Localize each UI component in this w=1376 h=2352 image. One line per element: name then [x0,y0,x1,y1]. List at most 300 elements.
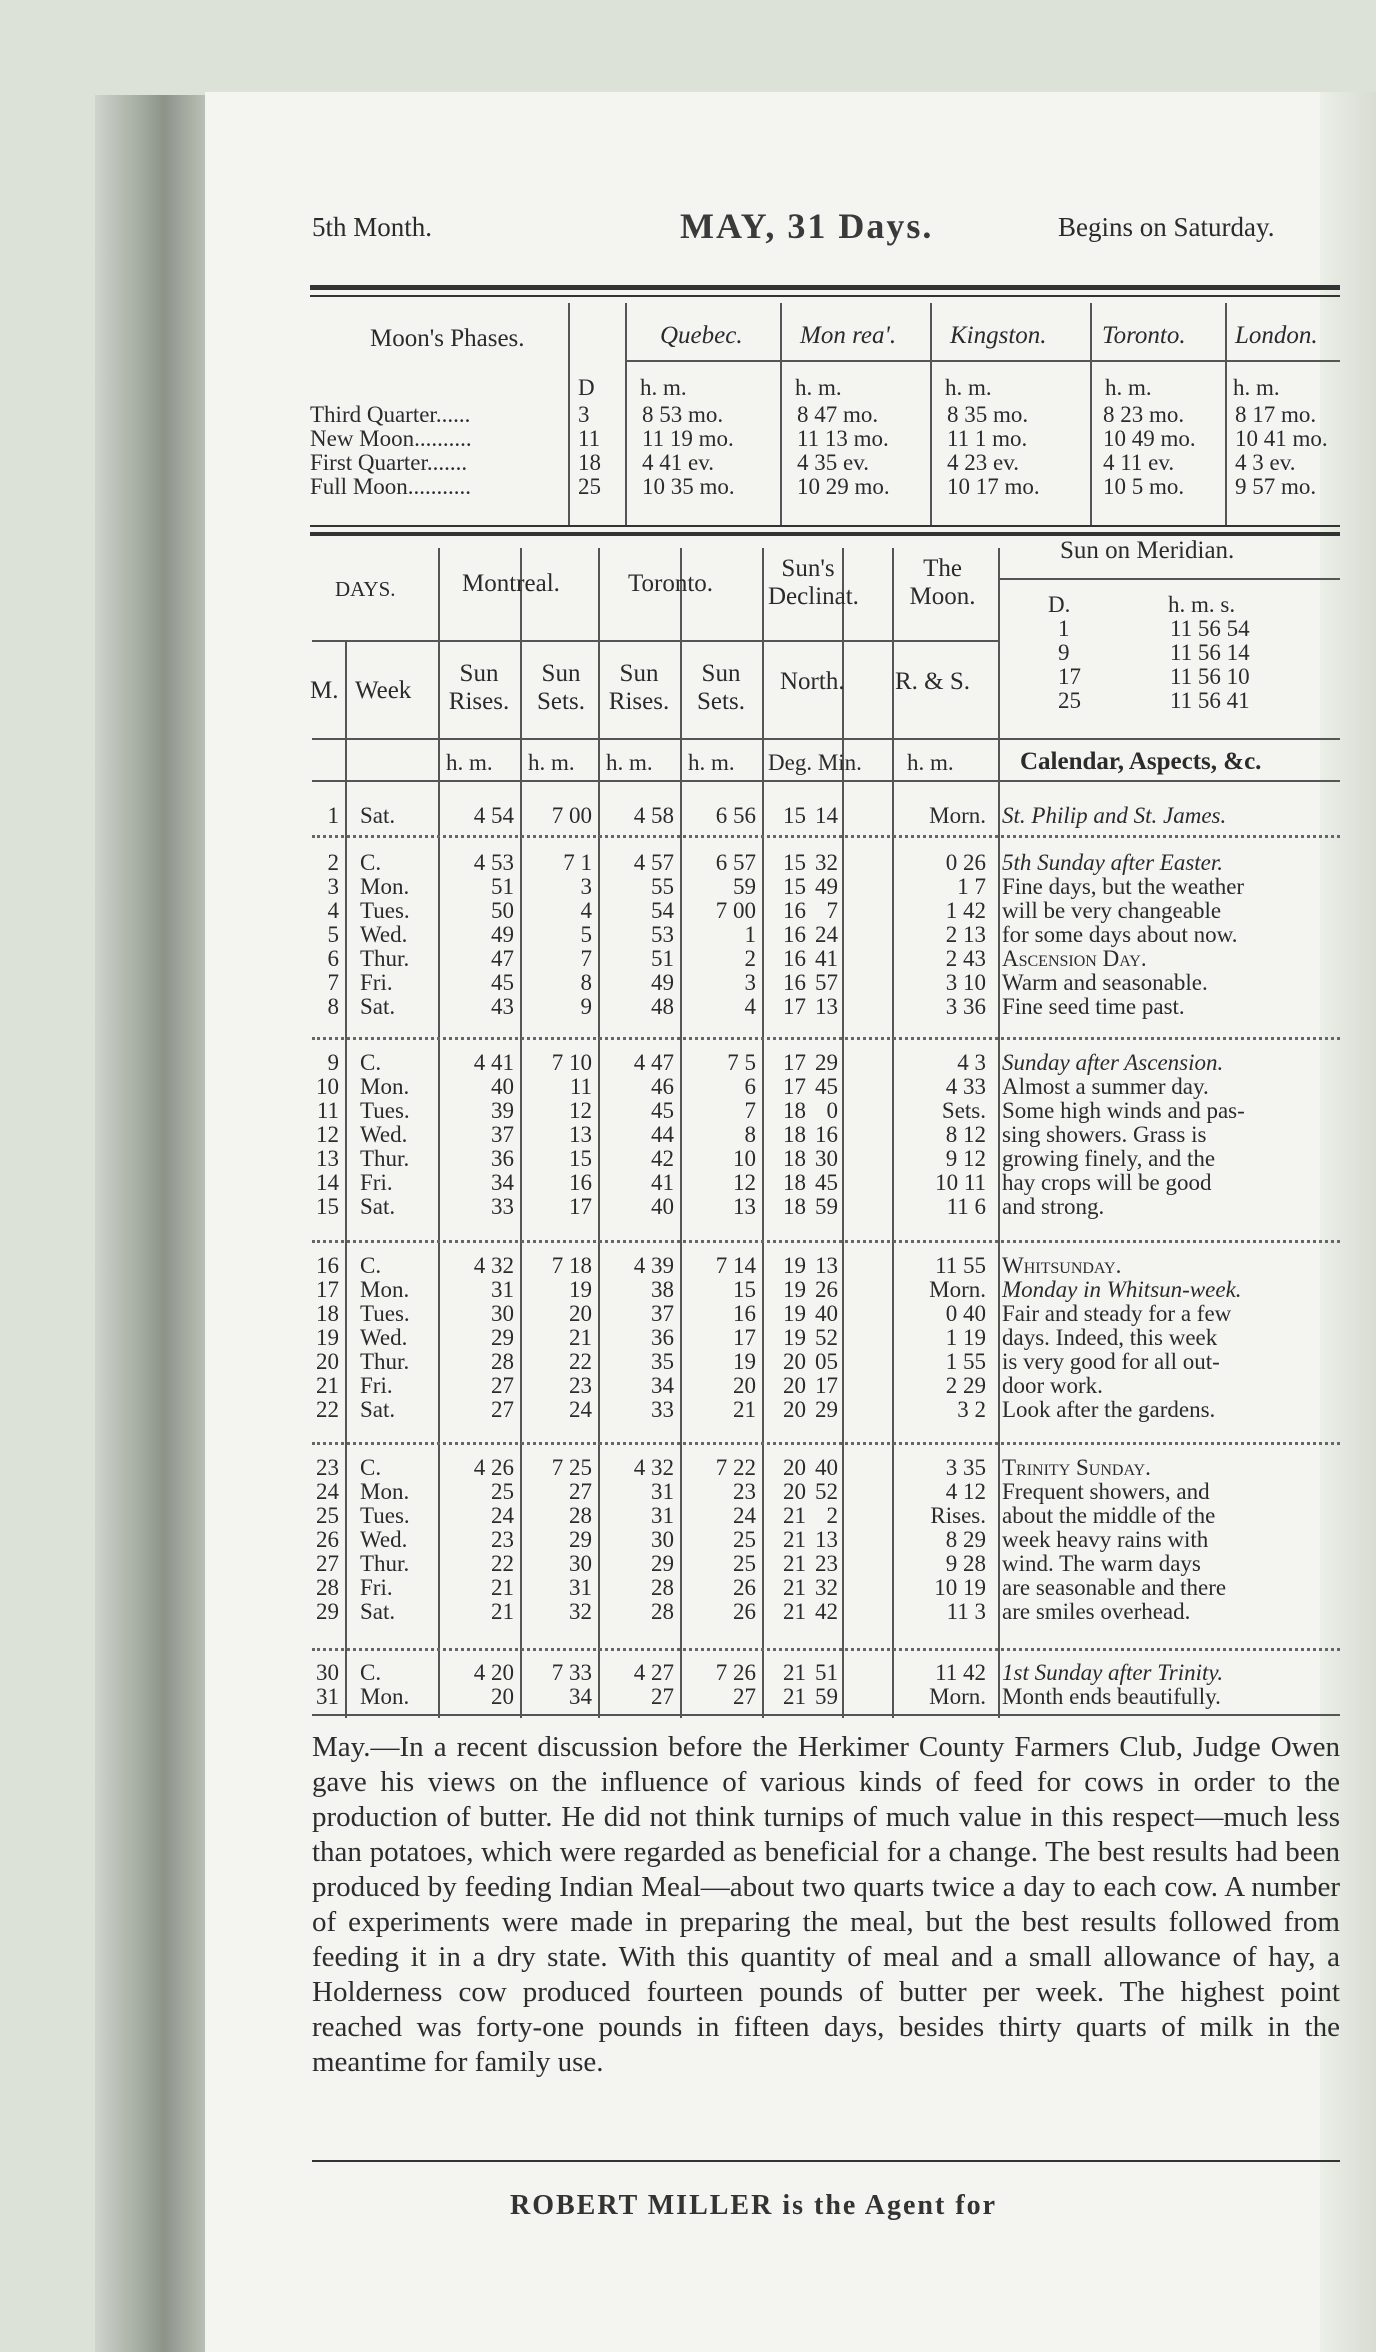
decl-min: 52 [815,1325,838,1350]
table-col-divider [598,548,600,1718]
montreal-rise: 50 [491,898,514,923]
montreal-set: 27 [569,1479,592,1504]
montreal-rise: 29 [491,1325,514,1350]
weekday: Tues. [360,1301,410,1326]
meridian-day: 1 [1058,616,1070,641]
decl-deg: 17 [783,1050,806,1075]
toronto-set: 4 [744,994,756,1019]
moon-phases-head: Moon's Phases. [370,325,525,352]
montreal-rise: 22 [491,1551,514,1576]
hm-unit: h. m. [446,750,493,775]
day-of-month: 20 [316,1349,339,1374]
montreal-set: 29 [569,1527,592,1552]
moon-col-divider [780,303,782,525]
weekday: Thur. [360,1349,410,1374]
toronto-set: 7 22 [715,1455,756,1480]
moon-rise-set: 1 7 [957,874,986,899]
calendar-note: wind. The warm days [1002,1551,1201,1576]
decl-deg: 15 [783,850,806,875]
decl-min: 32 [815,850,838,875]
month-number: 5th Month. [312,212,433,242]
moon-rise-set: 11 6 [946,1194,986,1219]
montreal-rise: 40 [491,1074,514,1099]
decl-min: 49 [815,874,838,899]
toronto-set: 10 [733,1146,756,1171]
moon-table-bottom-rule [310,525,1340,527]
day-of-month: 12 [316,1122,339,1147]
meridian-time: 11 56 54 [1170,616,1250,641]
toronto-rise: 4 58 [633,803,674,828]
montreal-rise: 31 [491,1277,514,1302]
week-separator [312,835,1340,838]
montreal-rise: 39 [491,1098,514,1123]
moon-rise-set: 3 10 [945,970,986,995]
decl-deg: 15 [783,803,806,828]
calendar-note: is very good for all out- [1002,1349,1220,1374]
day-of-month: 8 [327,994,339,1019]
decl-min: 13 [815,994,838,1019]
moon-rise-set: 2 13 [945,922,986,947]
montreal-set: 34 [569,1684,592,1709]
calendar-note: St. Philip and St. James. [1002,803,1227,828]
hm-unit: h. m. [606,750,653,775]
toronto-rise: 27 [651,1684,674,1709]
weekday: Sat. [360,1599,396,1624]
montreal-rise: 49 [491,922,514,947]
toronto-set: 26 [733,1575,756,1600]
toronto-rise: 37 [651,1301,674,1326]
day-of-month: 31 [316,1684,339,1709]
moon-hm-unit: h. m. [907,750,954,775]
weekday: C. [360,1253,382,1278]
montreal-rise: 21 [491,1599,514,1624]
moon-col-divider [1090,303,1092,525]
weekday: Thur. [360,946,410,971]
toronto-rise: 31 [651,1479,674,1504]
calendar-note: Whitsunday. [1002,1253,1122,1278]
montreal-rise: 20 [491,1684,514,1709]
day-of-month: 13 [316,1146,339,1171]
decl-min: 7 [826,898,838,923]
moon-phase-name: Third Quarter...... [310,402,471,427]
day-of-month: 23 [316,1455,339,1480]
toronto-head: Toronto. [628,570,714,597]
decl-deg: 19 [783,1325,806,1350]
calendar-note: about the middle of the [1002,1503,1216,1528]
week-separator [312,1648,1340,1651]
day-of-month: 5 [327,922,339,947]
montreal-set: 7 1 [563,850,592,875]
calendar-head: Calendar, Aspects, &c. [1020,748,1262,775]
decl-deg: 16 [783,970,806,995]
toronto-set: 13 [733,1194,756,1219]
decl-min: 57 [815,970,838,995]
moon-col-divider [568,303,570,525]
moon-col-divider [1225,303,1227,525]
decl-min: 52 [815,1479,838,1504]
moon-rise-set: 3 2 [957,1397,986,1422]
hm-unit: h. m. [528,750,575,775]
decl-deg: 18 [783,1146,806,1171]
moon-rise-set: Rises. [930,1503,986,1528]
moon-phase-name: Full Moon........... [310,474,472,499]
decl-min: 41 [815,946,838,971]
toronto-rise: 4 47 [633,1050,674,1075]
montreal-rise: 45 [491,970,514,995]
toronto-set: 7 26 [715,1660,756,1685]
calendar-note: are seasonable and there [1002,1575,1227,1600]
day-of-month: 29 [316,1599,339,1624]
calendar-note: hay crops will be good [1002,1170,1212,1195]
weekday: Wed. [360,1527,408,1552]
decl-deg: 20 [783,1455,806,1480]
weekday: Mon. [360,1277,410,1302]
decl-deg: 16 [783,922,806,947]
day-of-month: 16 [316,1253,339,1278]
hm-unit: h. m. [688,750,735,775]
toronto-rise: 35 [651,1349,674,1374]
montreal-set: 23 [569,1373,592,1398]
day-of-month: 25 [316,1503,339,1528]
day-of-month: 4 [327,898,339,923]
decl-deg: 20 [783,1397,806,1422]
decl-min: 17 [815,1373,838,1398]
moon-rise-set: 11 55 [935,1253,986,1278]
toronto-rise: 31 [651,1503,674,1528]
day-of-month: 30 [316,1660,339,1685]
montreal-rise: 34 [491,1170,514,1195]
montreal-set: 17 [569,1194,592,1219]
weekday: Mon. [360,1479,410,1504]
calendar-note: Sunday after Ascension. [1002,1050,1224,1075]
decl-min: 59 [815,1194,838,1219]
moon-phase-day: 25 [578,474,601,499]
meridian-hms-head: h. m. s. [1168,592,1236,617]
meridian-time: 11 56 10 [1170,664,1250,689]
montreal-rise: 4 20 [473,1660,514,1685]
the-moon-head: The Moon. [909,555,976,610]
moon-head-rule [625,360,1340,362]
book-spine [95,95,210,2352]
unit-label: h. m. [640,375,687,400]
toronto-rise: 45 [651,1098,674,1123]
montreal-set: 31 [569,1575,592,1600]
toronto-set: 59 [733,874,756,899]
decl-deg: 16 [783,946,806,971]
montreal-rise: 33 [491,1194,514,1219]
weekday: Tues. [360,898,410,923]
montreal-set: 7 [580,946,592,971]
weekday: Fri. [360,1170,393,1195]
toronto-set: 23 [733,1479,756,1504]
calendar-note: Frequent showers, and [1002,1479,1210,1504]
toronto-set: 12 [733,1170,756,1195]
montreal-set: 8 [580,970,592,995]
montreal-set: 24 [569,1397,592,1422]
montreal-rise: 30 [491,1301,514,1326]
day-of-month: 22 [316,1397,339,1422]
city-head: Quebec. [660,322,743,349]
calendar-note: Warm and seasonable. [1002,970,1208,995]
week-separator [312,1442,1340,1445]
toronto-rise: 28 [651,1599,674,1624]
day-of-month: 26 [316,1527,339,1552]
toronto-set: 8 [744,1122,756,1147]
montreal-rise: 23 [491,1527,514,1552]
city-head: London. [1235,322,1318,349]
week-separator [312,1240,1340,1243]
calendar-note: Ascension Day. [1002,946,1147,971]
weekday: Sat. [360,1397,396,1422]
meridian-day: 25 [1058,688,1081,713]
montreal-set: 3 [580,874,592,899]
calendar-note: growing finely, and the [1002,1146,1216,1171]
day-of-month: 14 [316,1170,339,1195]
meridian-rule [998,578,1340,580]
decl-deg: 21 [783,1575,806,1600]
moon-time-quebec: 11 19 mo. [642,426,734,451]
weekday: Thur. [360,1551,410,1576]
decl-deg: 16 [783,898,806,923]
decl-min: 30 [815,1146,838,1171]
moon-time-toronto: 10 49 mo. [1103,426,1196,451]
montreal-set: 22 [569,1349,592,1374]
weekday: Fri. [360,1575,393,1600]
decl-deg: 21 [783,1599,806,1624]
moon-time-quebec: 8 53 mo. [642,402,724,427]
toronto-set: 6 56 [715,803,756,828]
calendar-note: Fine seed time past. [1002,994,1185,1019]
decl-min: 51 [815,1660,838,1685]
decl-min: 13 [815,1253,838,1278]
moon-phase-name: First Quarter....... [310,450,468,475]
montreal-set: 7 10 [551,1050,592,1075]
montreal-set: 20 [569,1301,592,1326]
north-head: North. [780,668,845,695]
decl-min: 13 [815,1527,838,1552]
moon-col-divider [930,303,932,525]
toronto-rise: 34 [651,1373,674,1398]
moon-time-quebec: 10 35 mo. [642,474,735,499]
moon-rise-set: 2 43 [945,946,986,971]
degmin-unit: Deg. Min. [768,750,862,775]
moon-time-london: 9 57 mo. [1235,474,1317,499]
day-of-month: 7 [327,970,339,995]
calendar-note: week heavy rains with [1002,1527,1209,1552]
day-of-month: 1 [327,803,339,828]
calendar-note: 1st Sunday after Trinity. [1002,1660,1224,1685]
moon-time-kingston: 4 23 ev. [947,450,1019,475]
toronto-rise: 53 [651,922,674,947]
montreal-set: 7 25 [551,1455,592,1480]
calendar-note: Fine days, but the weather [1002,874,1245,899]
decl-deg: 21 [783,1684,806,1709]
weekday: Mon. [360,1684,410,1709]
montreal-rise: 4 54 [473,803,514,828]
decl-deg: 19 [783,1301,806,1326]
decl-deg: 21 [783,1503,806,1528]
days-head: DAYS. [335,577,396,601]
table-bottom-rule [312,1714,1340,1716]
toronto-set: 1 [744,922,756,947]
montreal-rise: 43 [491,994,514,1019]
calendar-note: Trinity Sunday. [1002,1455,1151,1480]
montreal-rise: 27 [491,1373,514,1398]
day-of-month: 28 [316,1575,339,1600]
moon-rise-set: 9 28 [945,1551,986,1576]
montreal-set: 11 [569,1074,592,1099]
moon-rise-set: 2 29 [945,1373,986,1398]
toronto-set: 16 [733,1301,756,1326]
moon-rise-set: 8 29 [945,1527,986,1552]
toronto-set: 3 [744,970,756,995]
moon-phase-day: 11 [578,426,601,451]
unit-label: D [578,375,595,400]
decl-deg: 17 [783,994,806,1019]
decl-deg: 19 [783,1253,806,1278]
toronto-rise: 51 [651,946,674,971]
calendar-note: door work. [1002,1373,1103,1398]
decl-min: 40 [815,1301,838,1326]
week-separator [312,1037,1340,1040]
header-mid-rule [312,640,998,642]
decl-min: 29 [815,1397,838,1422]
montreal-set: 28 [569,1503,592,1528]
toronto-set: 24 [733,1503,756,1528]
day-of-month: 24 [316,1479,339,1504]
moon-table-bottom-rule-2 [310,532,1340,536]
toronto-rise: 44 [651,1122,674,1147]
toronto-set: 6 [744,1074,756,1099]
toronto-set: 19 [733,1349,756,1374]
montreal-rise: 27 [491,1397,514,1422]
moon-phase-name: New Moon.......... [310,426,472,451]
weekday: Fri. [360,1373,393,1398]
montreal-rise: 4 53 [473,850,514,875]
montreal-rise: 37 [491,1122,514,1147]
moon-time-montreal: 11 13 mo. [797,426,889,451]
montreal-set: 5 [580,922,592,947]
meridian-time: 11 56 41 [1170,688,1250,713]
table-col-divider [892,548,894,1718]
moon-rise-set: Morn. [929,803,986,828]
decl-deg: 21 [783,1660,806,1685]
calendar-note: Some high winds and pas- [1002,1098,1245,1123]
weekday: Tues. [360,1098,410,1123]
montreal-set: 12 [569,1098,592,1123]
header-bottom-rule [312,738,1340,740]
decl-deg: 18 [783,1122,806,1147]
page-title: MAY, 31 Days. [680,206,934,246]
montreal-rise: 4 41 [473,1050,514,1075]
moon-rise-set: Morn. [929,1277,986,1302]
decl-deg: 18 [783,1194,806,1219]
decl-min: 23 [815,1551,838,1576]
weekday: Sat. [360,1194,396,1219]
city-head: Kingston. [950,322,1047,349]
moon-rise-set: 10 11 [935,1170,986,1195]
montreal-set: 9 [580,994,592,1019]
unit-label: h. m. [1233,375,1280,400]
toronto-set: 25 [733,1527,756,1552]
calendar-note: Almost a summer day. [1002,1074,1209,1099]
montreal-set: 7 18 [551,1253,592,1278]
decl-deg: 21 [783,1551,806,1576]
weekday: Wed. [360,1325,408,1350]
toronto-rise: 4 39 [633,1253,674,1278]
toronto-rise: 41 [651,1170,674,1195]
moon-time-london: 8 17 mo. [1235,402,1317,427]
weekday: Sat. [360,803,396,828]
day-of-month: 19 [316,1325,339,1350]
calendar-note: Month ends beautifully. [1002,1684,1221,1709]
day-of-month: 2 [327,850,339,875]
moon-rise-set: 1 42 [945,898,986,923]
moon-rise-set: 11 42 [935,1660,986,1685]
calendar-note: will be very changeable [1002,898,1222,923]
calendar-note: Look after the gardens. [1002,1397,1216,1422]
moon-time-toronto: 8 23 mo. [1103,402,1185,427]
montreal-rise: 4 32 [473,1253,514,1278]
weekday: Sat. [360,994,396,1019]
day-of-month: 27 [316,1551,339,1576]
montreal-set: 15 [569,1146,592,1171]
toronto-rise: 42 [651,1146,674,1171]
weekday: Wed. [360,1122,408,1147]
weekday: Fri. [360,970,393,995]
decl-deg: 19 [783,1277,806,1302]
toronto-rise: 4 57 [633,850,674,875]
montreal-set: 7 33 [551,1660,592,1685]
moon-rise-set: 0 40 [945,1301,986,1326]
montreal-rise: 47 [491,946,514,971]
toronto-set: 6 57 [715,850,756,875]
toronto-set: 26 [733,1599,756,1624]
decl-min: 05 [815,1349,838,1374]
decl-deg: 18 [783,1170,806,1195]
toronto-set: 17 [733,1325,756,1350]
toronto-rise: 46 [651,1074,674,1099]
moon-phase-day: 18 [578,450,601,475]
decl-min: 0 [826,1098,838,1123]
day-of-month: 15 [316,1194,339,1219]
moon-rise-set: 4 3 [957,1050,986,1075]
montreal-rise: 21 [491,1575,514,1600]
montreal-set: 19 [569,1277,592,1302]
declination-head: Sun's Declinat. [768,555,859,610]
montreal-rise: 51 [491,874,514,899]
meridian-time: 11 56 14 [1170,640,1250,665]
meridian-d-head: D. [1048,592,1071,617]
day-of-month: 18 [316,1301,339,1326]
montreal-set: 7 00 [551,803,592,828]
moon-time-toronto: 10 5 mo. [1103,474,1185,499]
decl-min: 2 [826,1503,838,1528]
table-col-divider [345,640,347,1718]
toronto-rise: 30 [651,1527,674,1552]
unit-label: h. m. [795,375,842,400]
weekday: C. [360,1050,382,1075]
moon-time-montreal: 10 29 mo. [797,474,890,499]
montreal-rise: 24 [491,1503,514,1528]
decl-min: 14 [815,803,838,828]
toronto-set: 7 14 [715,1253,756,1278]
table-col-divider [842,548,844,1718]
weekday: Mon. [360,874,410,899]
moon-rise-set: 9 12 [945,1146,986,1171]
decl-min: 45 [815,1170,838,1195]
sun-meridian-head: Sun on Meridian. [1060,537,1235,564]
